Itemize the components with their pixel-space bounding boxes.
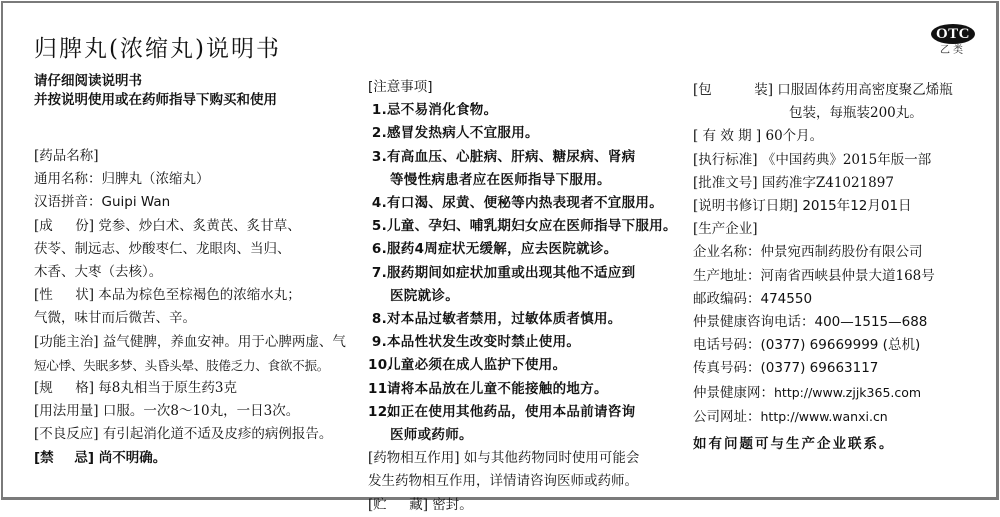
ingredients-line: 茯苓、制远志、炒酸枣仁、龙眼肉、当归、 <box>34 240 291 257</box>
precaution-item <box>368 192 688 215</box>
precaution-text: 医师或药师。 <box>390 427 473 444</box>
precaution-text: 感冒发热病人不宜服用。 <box>387 125 539 142</box>
adverse-value: 有引起消化道不适及皮疹的病例报告。 <box>102 426 333 443</box>
ingredients-line: 木香、大枣（去核）。 <box>34 264 163 281</box>
postcode-row <box>693 288 988 311</box>
precaution-number: 7. <box>371 264 387 281</box>
address-value: 河南省西峡县仲景大道168号 <box>760 267 935 284</box>
revision-label: [说明书修订日期] <box>693 198 799 215</box>
closing-statement: 如有问题可与生产企业联系。 <box>693 436 895 453</box>
precaution-item <box>368 99 688 122</box>
standard-value: 《中国药典》2015年版一部 <box>761 151 932 168</box>
notice-line: 请仔细阅读说明书 <box>34 73 142 89</box>
revision-value: 2015年12月01日 <box>802 198 912 215</box>
column-product-info <box>693 79 988 456</box>
generic-name-label: 通用名称： <box>34 171 102 188</box>
address-row <box>693 265 988 288</box>
postcode-label: 邮政编码： <box>693 290 761 307</box>
precaution-text: 服药期间如症状加重或出现其他不适应到 <box>387 264 636 281</box>
hotline-value: 400—1515—688 <box>814 314 928 331</box>
validity-label: [ 有 效 期 ] <box>693 128 762 145</box>
properties-line: 本品为棕色至棕褐色的浓缩水丸； <box>98 287 301 304</box>
indications-line: 短心悸、失眠多梦、头昏头晕、肢倦乏力、食欲不振。 <box>34 357 330 373</box>
company-site-row <box>693 405 988 429</box>
reading-notice <box>34 72 277 110</box>
otc-badge <box>931 24 975 58</box>
storage-label: [贮 藏] <box>368 496 428 513</box>
standard-row <box>693 149 988 172</box>
pinyin-label: 汉语拼音： <box>34 194 102 211</box>
precaution-text: 有高血压、心脏病、肝病、糖尿病、肾病 <box>387 148 636 165</box>
approval-value: 国药准字Z41021897 <box>761 174 894 191</box>
properties-label: [性 状] <box>34 287 94 304</box>
dosage-label: [用法用量] <box>34 403 99 420</box>
company-site-label: 公司网址： <box>693 408 761 425</box>
company-row <box>693 241 988 264</box>
precaution-text: 等慢性病患者应在医师指导下服用。 <box>390 171 611 188</box>
precaution-number: 10. <box>368 357 393 374</box>
precaution-text: 请将本品放在儿童不能接触的地方。 <box>387 380 608 397</box>
precaution-number: 8. <box>371 311 387 328</box>
adverse-label: [不良反应] <box>34 426 99 443</box>
precaution-number: 3. <box>371 148 387 165</box>
ingredients-line: 党参、炒白术、炙黄芪、炙甘草、 <box>98 217 301 234</box>
interactions-row <box>368 447 688 470</box>
contraindications-value: 尚不明确。 <box>98 449 167 466</box>
approval-label: [批准文号] <box>693 174 758 191</box>
ingredients-row <box>34 215 344 238</box>
fax-row <box>693 357 988 380</box>
spec-label: [规 格] <box>34 380 94 397</box>
precaution-text: 忌不易消化食物。 <box>387 102 498 119</box>
interactions-line: 发生药物相互作用，详情请咨询医师或药师。 <box>368 473 638 490</box>
package-line: 包装，每瓶装200丸。 <box>789 105 923 122</box>
otc-class-label: 乙类 <box>940 45 966 56</box>
document-title: 归脾丸(浓缩丸)说明书 <box>34 36 281 62</box>
spec-row <box>34 377 344 400</box>
company-label: 企业名称： <box>693 244 761 261</box>
hotline-row <box>693 311 988 334</box>
precaution-text: 对本品过敏者禁用，过敏体质者慎用。 <box>387 311 622 328</box>
pinyin-value: Guipi Wan <box>101 194 171 211</box>
drug-name-header: [药品名称] <box>34 148 99 164</box>
hotline-label: 仲景健康咨询电话： <box>693 314 815 331</box>
interactions-line: 如与其他药物同时使用可能会 <box>463 450 640 467</box>
column-precautions <box>368 76 688 517</box>
package-label: [包 装] <box>693 82 773 98</box>
precaution-text: 本品性状发生改变时禁止使用。 <box>387 334 581 351</box>
otc-ellipse-icon: OTC <box>931 24 975 44</box>
column-drug-info <box>34 145 344 470</box>
health-site-link[interactable]: http://www.zjjk365.com <box>774 384 922 400</box>
dosage-value: 口服。一次8～10丸，一日3次。 <box>102 403 300 420</box>
precaution-number: 5. <box>371 218 387 235</box>
indications-line: 益气健脾，养血安神。用于心脾两虚、气 <box>102 333 346 350</box>
precautions-list <box>368 99 688 447</box>
company-value: 仲景宛西制药股份有限公司 <box>760 244 923 261</box>
precaution-text: 医院就诊。 <box>390 287 459 304</box>
precaution-number: 1. <box>371 102 387 119</box>
standard-label: [执行标准] <box>693 151 758 168</box>
precaution-number: 2. <box>371 125 387 142</box>
properties-line: 气微，味甘而后微苦、辛。 <box>34 310 196 327</box>
precaution-text: 如正在使用其他药品，使用本品前请咨询 <box>387 403 636 420</box>
precaution-number: 4. <box>371 195 387 212</box>
phone-value: (0377) 69669999 (总机) <box>760 337 921 354</box>
validity-row <box>693 125 988 148</box>
precaution-item <box>368 308 688 331</box>
fax-label: 传真号码： <box>693 360 761 377</box>
spec-value: 每8丸相当于原生药3克 <box>98 380 237 397</box>
precaution-number: 9. <box>371 334 387 351</box>
precaution-item <box>368 146 688 169</box>
phone-label: 电话号码： <box>693 337 761 354</box>
precaution-item <box>368 169 688 192</box>
postcode-value: 474550 <box>760 290 813 307</box>
precautions-header: [注意事项] <box>368 79 433 95</box>
adverse-row <box>34 423 344 446</box>
validity-value: 60个月。 <box>765 128 824 145</box>
approval-row <box>693 172 988 195</box>
company-site-link[interactable]: http://www.wanxi.cn <box>760 408 888 424</box>
health-site-label: 仲景健康网： <box>693 384 774 401</box>
phone-row <box>693 334 988 357</box>
precaution-item <box>368 285 688 308</box>
dosage-row <box>34 400 344 423</box>
generic-name-row <box>34 168 344 191</box>
precaution-item <box>368 424 688 447</box>
address-label: 生产地址： <box>693 267 761 284</box>
precaution-item <box>368 401 688 424</box>
precaution-item <box>368 215 688 238</box>
precaution-item <box>368 122 688 145</box>
health-site-row <box>693 381 988 405</box>
precaution-item <box>368 354 688 377</box>
precaution-item <box>368 378 688 401</box>
notice-line: 并按说明使用或在药师指导下购买和使用 <box>34 92 277 108</box>
ingredients-label: [成 份] <box>34 217 94 234</box>
package-line: 口服固体药用高密度聚乙烯瓶 <box>777 82 953 98</box>
generic-name-value: 归脾丸（浓缩丸） <box>101 171 210 188</box>
indications-label: [功能主治] <box>34 333 99 350</box>
contraindications-label: [禁 忌] <box>34 449 94 466</box>
precaution-number: 12. <box>368 403 393 420</box>
precaution-text: 有口渴、尿黄、便秘等内热表现者不宜服用。 <box>387 195 663 212</box>
precaution-text: 服药4周症状无缓解，应去医院就诊。 <box>387 241 618 258</box>
precaution-number: 6. <box>371 241 387 258</box>
precaution-item <box>368 262 688 285</box>
pinyin-row <box>34 191 344 214</box>
precaution-number: 11. <box>368 380 393 397</box>
package-row <box>693 79 988 102</box>
revision-row <box>693 195 988 218</box>
properties-row <box>34 284 344 307</box>
interactions-label: [药物相互作用] <box>368 450 460 467</box>
fax-value: (0377) 69663117 <box>760 360 879 377</box>
precaution-text: 儿童、孕妇、哺乳期妇女应在医师指导下服用。 <box>387 218 677 235</box>
precaution-item <box>368 331 688 354</box>
contraindications-row <box>34 447 344 470</box>
precaution-text: 儿童必须在成人监护下使用。 <box>387 357 567 374</box>
manufacturer-header: [生产企业] <box>693 221 758 238</box>
precaution-item <box>368 238 688 261</box>
storage-value: 密封。 <box>432 496 473 513</box>
indications-row <box>34 331 344 354</box>
storage-row <box>368 494 688 517</box>
